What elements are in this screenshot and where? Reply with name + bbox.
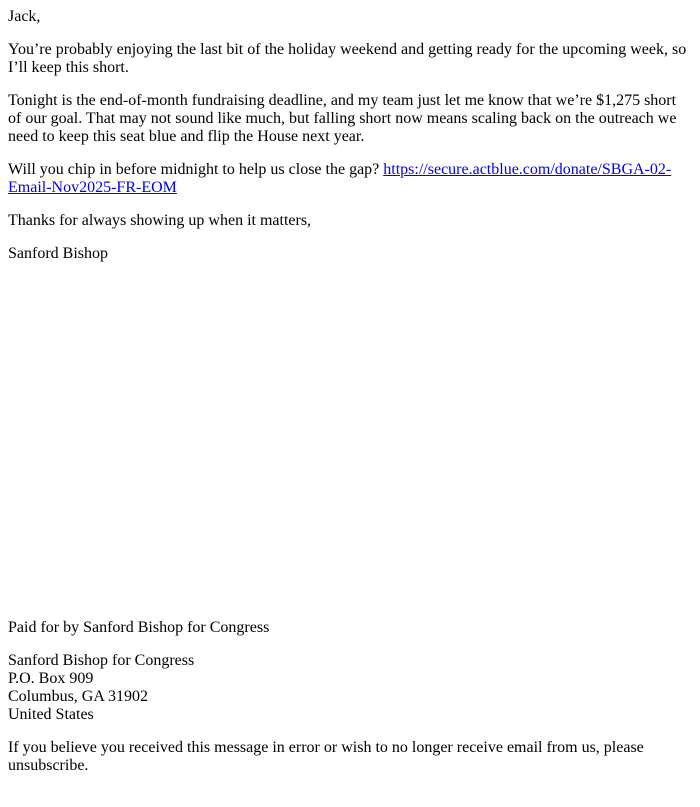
greeting: Jack, [8, 8, 41, 25]
signature: Sanford Bishop [8, 245, 108, 262]
donate-link[interactable]: https://secure.actblue.com/donate/SBGA-02-Email-Nov2025-FR-EOM [8, 161, 672, 196]
unsubscribe-disclaimer: If you believe you received this message in error or wish to no longer receive email from us, please unsubscribe. [8, 739, 644, 774]
blank-gap-spacer [8, 278, 692, 604]
paid-for-disclaimer: Paid for by Sanford Bishop for Congress [8, 619, 270, 636]
address-line-po-box: P.O. Box 909 [8, 670, 94, 687]
body-paragraph-2: Tonight is the end-of-month fundraising deadline, and my team just let me know that we’re $1,275 short of our goal. That may not sound like much, but falling short now means scaling back on the outreach we need to keep this seat blue and flip the House next year. [8, 92, 677, 145]
address-line-country: United States [8, 706, 94, 723]
address-line-committee: Sanford Bishop for Congress [8, 652, 195, 669]
body-paragraph-1: You’re probably enjoying the last bit of the holiday weekend and getting ready for the upcoming week, so I’ll keep this short. [8, 41, 687, 76]
cta-lead-text: Will you chip in before midnight to help us close the gap? [8, 161, 380, 178]
address-line-city-state-zip: Columbus, GA 31902 [8, 688, 149, 705]
address-block [8, 652, 692, 724]
cta-paragraph [8, 161, 692, 197]
closing-line: Thanks for always showing up when it matters, [8, 212, 312, 229]
